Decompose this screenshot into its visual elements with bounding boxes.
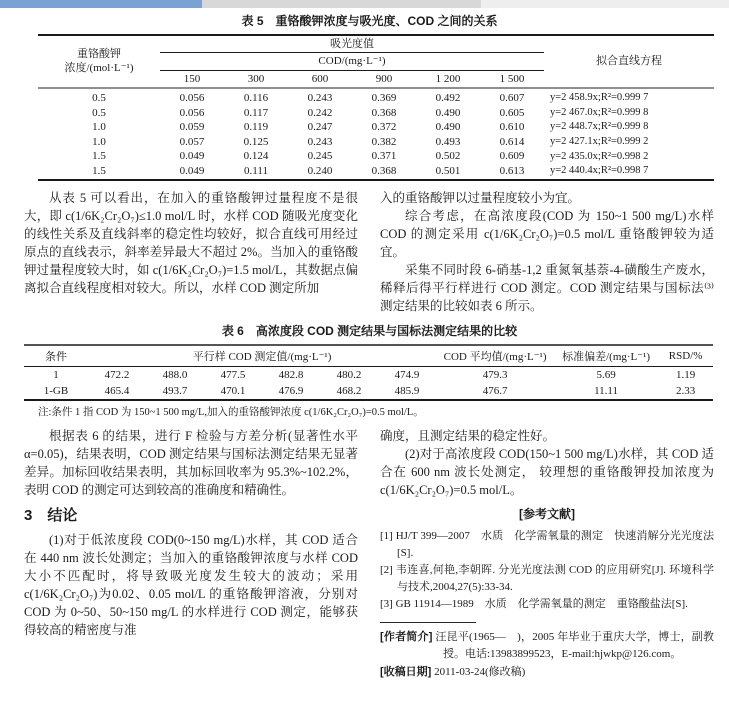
table5-fit-equation: y=2 435.0x;R²=0.998 2 [550,150,649,162]
table5-cell: 0.117 [243,106,269,119]
table5-cod-level: 600 [311,72,329,85]
table5-fit-equation: y=2 440.4x;R²=0.998 7 [550,165,649,177]
table6-cell: 5.69 [596,368,616,381]
table5-cell: 0.5 [38,88,160,106]
body-columns-upper [24,189,715,315]
table5-header-concentration-line1: 重铬酸钾 [77,47,121,60]
reference-label: [1] [380,529,393,542]
table5-cell: 0.382 [371,135,397,148]
table5-cod-level: 900 [375,72,393,85]
table5-cell: 0.059 [179,121,205,134]
reference-text: 韦连喜,何艳,李朝晖. 分光光度法测 COD 的应用研究[J]. 环境科学与技术,2004,27(5):33-34. [395,563,714,593]
table6-cell: 474.9 [394,368,420,381]
footer-divider [380,622,476,623]
table6-cell: 1 [53,368,59,381]
paragraph-continuation-2: 确度，且测定结果的稳定性好。 [380,428,556,443]
table6-row [24,383,713,400]
paragraph-analysis-table5: 从表 5 可以看出，在加入的重铬酸钾过量程度不是很大，即 c(1/6K₂Cr₂O₇)≤1.0 mol/L 时，水样 COD 随吸光度变化的线性关系及直线斜率的稳定性均较好，拟合直线可用经过原点的直线表示，斜率差异最大不超过 2%。当加入的重铬酸钾过量程度较大时，如 c(1/6K₂Cr₂O₇)=1.5 mol/L，其数据点偏离拟合直线程度相对较大。所以，水样 COD 测定所加 [24,190,358,295]
reference-label: [3] [380,597,393,610]
table5-cell: 0.119 [243,121,269,134]
table6-cell: 476.9 [278,384,304,397]
table5-cell: 0.056 [179,106,205,119]
table6-cell: 488.0 [162,368,188,381]
table6-cell: 476.7 [482,384,508,397]
table5-cod-level: 1 500 [499,72,525,85]
body-columns-lower [24,427,715,682]
table6-header-rsd: RSD/% [658,345,713,367]
table5-cell: 0.490 [435,106,461,119]
table6-cell: 1-GB [43,384,69,397]
paragraph-ftest: 根据表 6 的结果，进行 F 检验与方差分析(显著性水平 α=0.05)，结果表明，COD 测定结果与国标法测定结果无显著差异。加标回收结果表明，其加标回收率为 95.3%~102.2%， 表明 COD 的测定可达到较高的准确度和精确性。 [24,428,358,497]
table5-cell: 0.613 [499,165,525,178]
paragraph-conclusion-2: (2)对于高浓度段 COD(150~1 500 mg/L)水样，其 COD 适合在 600 nm 波长处测定， 较理想的重铬酸钾投加浓度为 c(1/6K₂Cr₂O₇)=0.5 mol/L。 [380,446,714,497]
table5-cell: 0.368 [371,106,397,119]
table5-cell: 1.5 [92,150,106,163]
paragraph-recommendation: 综合考虑，在高浓度段(COD 为 150~1 500 mg/L)水样 COD 的测定采用 c(1/6K₂Cr₂O₇)=0.5 mol/L 重铬酸钾较为适宜。 [380,208,714,259]
top-bar-blue [0,0,202,8]
table5-fit-equation: y=2 427.1x;R²=0.999 2 [550,136,649,148]
table5-row [38,135,714,150]
table6-cell: 465.4 [104,384,130,397]
table5-cell: 0.242 [307,106,333,119]
table5-cell: 0.614 [499,135,525,148]
table5-cell: 0.501 [435,165,461,178]
table5-cell: 0.5 [92,106,106,119]
reference-text: HJ/T 399—2007 水质 化学需氧量的测定 快速消解分光光度法[S]. [395,529,714,559]
left-column-lower [24,427,358,682]
table6-cell: 477.5 [220,368,246,381]
reference-text: GB 11914—1989 水质 化学需氧量的测定 重铬酸盐法[S]. [395,597,688,610]
table5-cell: 0.372 [371,121,397,134]
table5-cell: 0.056 [160,88,224,106]
table5-header-fit: 拟合直线方程 [596,55,662,68]
table5-cell: 0.610 [499,121,525,134]
table6 [24,344,713,401]
right-column-upper [380,189,714,315]
author-bio-text: 汪昆平(1965— )，2005 年毕业于重庆大学，博士，副教授。电话:13983899523，E-mail:hjwkp@126.com。 [435,630,715,661]
table5-cell: 0.243 [288,88,352,106]
references-heading: [参考文献] [519,506,575,521]
table6-row [24,366,713,383]
table5-cell: 0.111 [244,165,268,178]
table6-cell: 493.7 [162,384,188,397]
table5-fit-equation: y=2 458.9x;R²=0.999 7 [544,88,714,106]
table5-row [38,164,714,180]
reference-item [380,562,714,596]
table5-header-cod: COD/(mg·L⁻¹) [160,53,544,70]
table5-cell: 0.369 [352,88,416,106]
table5-cell: 0.368 [371,165,397,178]
table6-title: 表 6 高浓度段 COD 测定结果与国标法测定结果的比较 [221,323,518,338]
table5-header-concentration-line2: 浓度/(mol·L⁻¹) [64,62,134,75]
right-column-lower [380,427,714,682]
table5-cod-level: 150 [183,72,201,85]
author-bio-label: [作者简介] [380,630,433,643]
table5-cell: 1.0 [92,121,106,134]
table6-cell: 468.2 [336,384,362,397]
table5-cell: 0.243 [307,135,333,148]
section-heading-conclusion: 3 结论 [24,506,78,524]
table5-cell: 0.605 [499,106,525,119]
paragraph-conclusion-1: (1)对于低浓度段 COD(0~150 mg/L)水样，其 COD 适合在 440 nm 波长处测定；当加入的重铬酸钾浓度与水样 COD 大小不匹配时，将导致吸光度发生较大的波动；采用 c(1/6K₂Cr₂O₇)为0.02、0.05 mol/L 的重铬酸钾溶液，分别对 COD 为 0~50、50~150 mg/L 的水样进行 COD 测定，能够获得较高的精密度与准 [24,532,358,637]
table6-cell: 2.33 [675,384,696,397]
table5-cell: 0.492 [416,88,480,106]
table6-header-condition: 条件 [24,345,88,367]
table5-fit-equation: y=2 467.0x;R²=0.999 8 [550,106,649,118]
received-date [380,664,714,682]
table5-cell: 0.245 [307,150,333,163]
table5-cell: 0.490 [435,121,461,134]
table5-cell: 0.057 [179,135,205,148]
table5 [38,34,714,181]
table5-row [38,106,714,121]
table5-row [38,149,714,164]
received-date-label: [收稿日期] [380,665,432,678]
table5-header-absorbance: 吸光度值 [160,35,544,53]
table5-cod-level: 1 200 [435,72,461,85]
table5-cell: 0.502 [435,150,461,163]
table5-row [38,88,714,106]
author-bio [380,629,714,664]
left-column-upper [24,189,358,315]
table6-cell: 480.2 [336,368,362,381]
reference-label: [2] [380,563,393,576]
table5-cell: 0.049 [179,165,205,178]
reference-item [380,596,714,613]
table5-header-concentration [38,35,160,88]
table5-cell: 0.124 [243,150,269,163]
table5-cell: 0.247 [307,121,333,134]
received-date-text: 2011-03-24(修改稿) [434,665,526,678]
table5-cell: 1.5 [92,165,106,178]
table5-cell: 1.0 [92,135,106,148]
table6-cell: 1.19 [675,368,696,381]
table6-cell: 11.11 [594,384,619,397]
table6-cell: 482.8 [278,368,304,381]
table5-cell: 0.371 [371,150,397,163]
table6-cell: 470.1 [220,384,246,397]
top-bar-light [481,0,729,8]
top-bar-gray [202,0,481,8]
table5-title: 表 5 重铬酸钾浓度与吸光度、COD 之间的关系 [241,14,498,28]
paragraph-sampling: 采集不同时段 6-硝基-1,2 重氮氧基萘-4-磺酸生产废水，稀释后得平行样进行 COD 测定。COD 测定结果与国标法⁽³⁾测定结果的比较如表 6 所示。 [380,262,714,313]
table5-cell: 0.116 [224,88,288,106]
table6-header-std: 标准偏差/(mg·L⁻¹) [554,345,658,367]
table5-fit-equation: y=2 448.7x;R²=0.999 8 [550,121,649,133]
table6-cell: 472.2 [104,368,130,381]
table5-cell: 0.125 [243,135,269,148]
paragraph-continuation: 入的重铬酸钾以过量程度较小为宜。 [380,190,581,205]
table6-note: 注:条件 1 指 COD 为 150~1 500 mg/L,加入的重铬酸钾浓度 c(1/6K₂Cr₂O₇)=0.5 mol/L。 [38,406,424,418]
reference-item [380,528,714,562]
table5-row [38,120,714,135]
table6-header-parallel: 平行样 COD 测定值/(mg·L⁻¹) [88,345,436,367]
table5-cell: 0.607 [480,88,544,106]
table6-header-mean: COD 平均值/(mg·L⁻¹) [436,345,554,367]
table6-cell: 479.3 [482,368,508,381]
table5-cell: 0.493 [435,135,461,148]
table5-cell: 0.609 [499,150,525,163]
table6-cell: 485.9 [394,384,420,397]
table5-cell: 0.049 [179,150,205,163]
table5-cell: 0.240 [307,165,333,178]
table5-cod-level: 300 [247,72,265,85]
